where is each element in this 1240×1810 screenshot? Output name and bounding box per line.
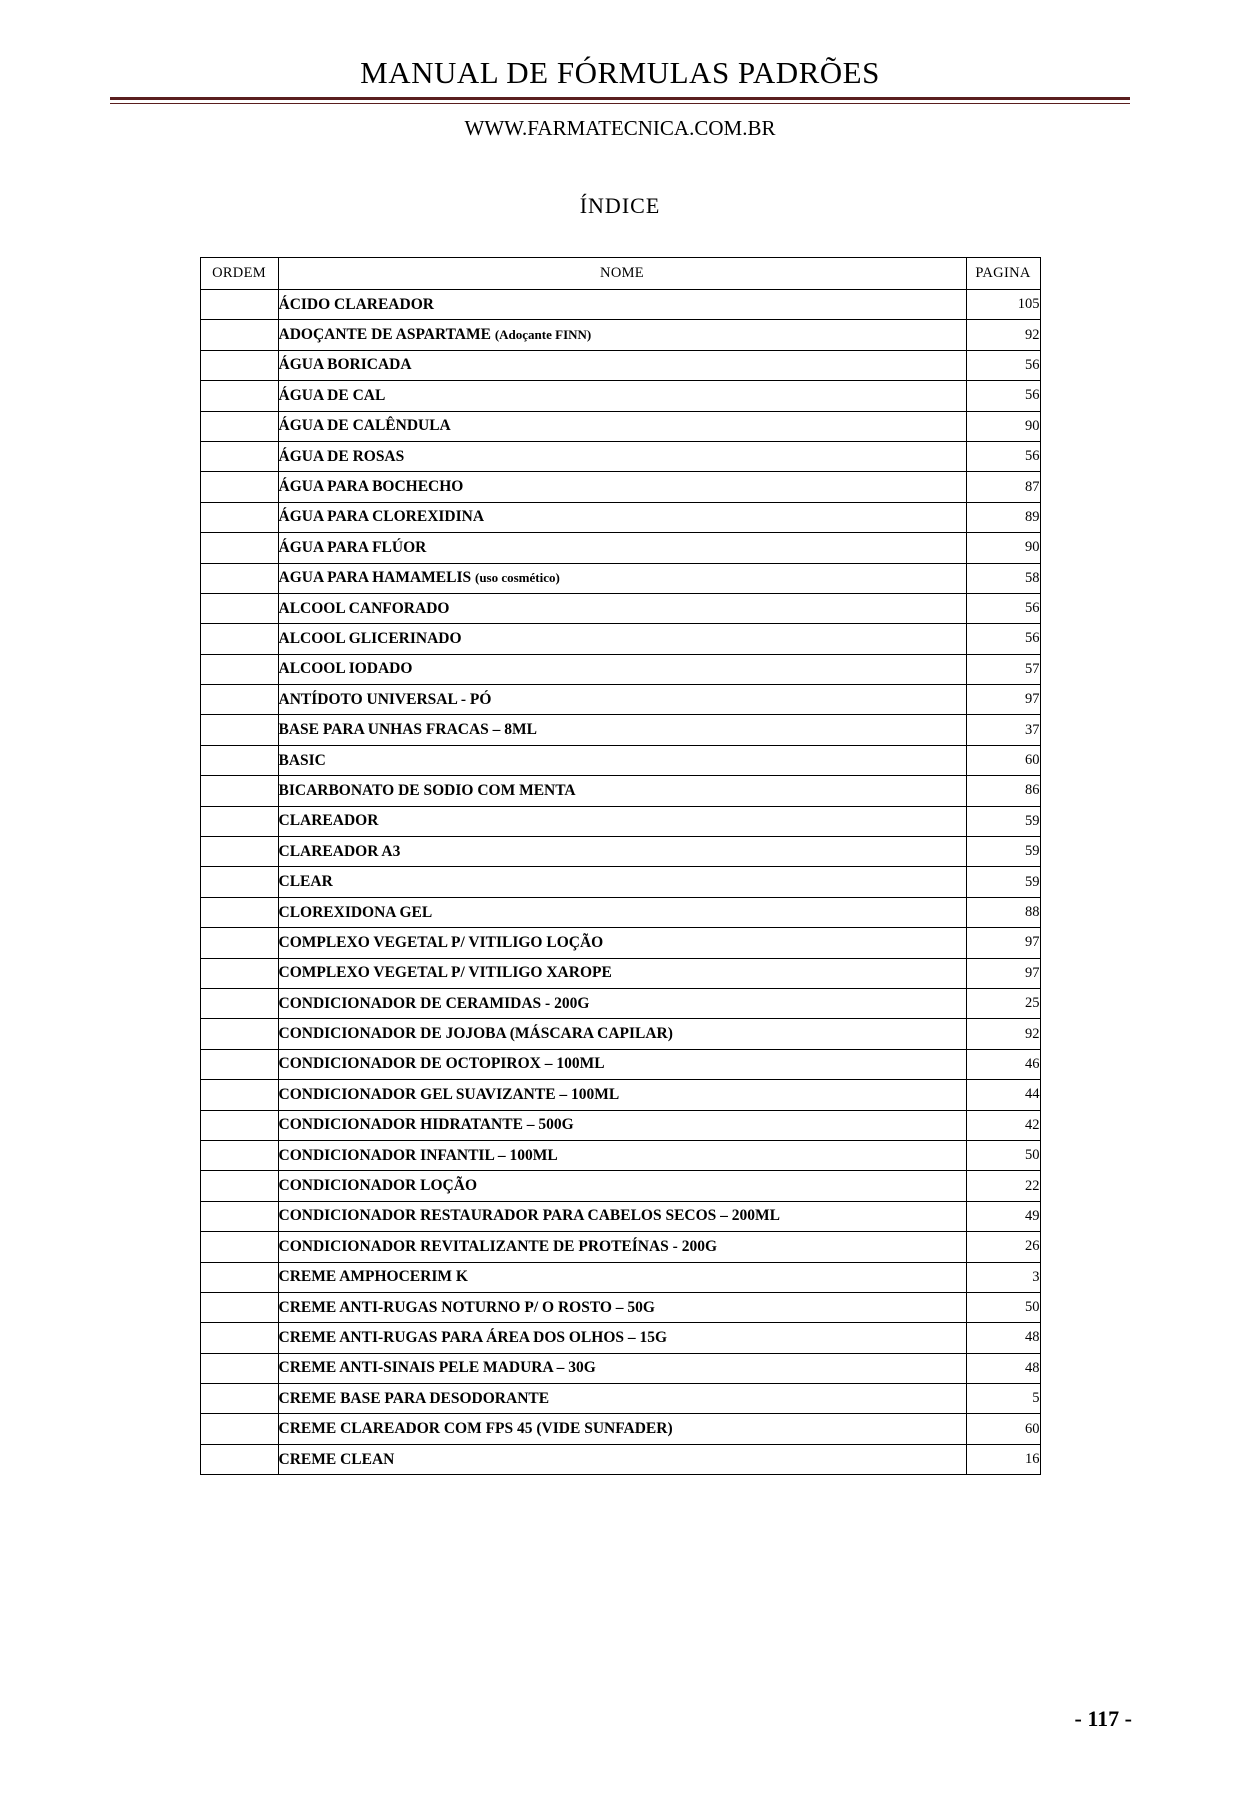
cell-ordem <box>200 320 278 350</box>
cell-ordem <box>200 411 278 441</box>
cell-nome: CONDICIONADOR HIDRATANTE – 500G <box>278 1110 966 1140</box>
cell-ordem <box>200 715 278 745</box>
cell-nome: BICARBONATO DE SODIO COM MENTA <box>278 776 966 806</box>
cell-ordem <box>200 1232 278 1262</box>
table-row <box>200 1353 1040 1383</box>
cell-pagina: 97 <box>966 928 1040 958</box>
cell-pagina: 97 <box>966 958 1040 988</box>
cell-ordem <box>200 1444 278 1474</box>
cell-pagina: 87 <box>966 472 1040 502</box>
table-row <box>200 1171 1040 1201</box>
cell-ordem <box>200 988 278 1018</box>
document-page <box>0 55 1240 1810</box>
cell-nome: CREME CLEAN <box>278 1444 966 1474</box>
table-row <box>200 1323 1040 1353</box>
table-row <box>200 1080 1040 1110</box>
cell-nome: ÁGUA PARA CLOREXIDINA <box>278 502 966 532</box>
cell-pagina: 58 <box>966 563 1040 593</box>
cell-pagina: 105 <box>966 290 1040 320</box>
cell-pagina: 22 <box>966 1171 1040 1201</box>
table-row <box>200 1444 1040 1474</box>
index-table <box>200 257 1041 1475</box>
table-header-row <box>200 258 1040 290</box>
table-row <box>200 502 1040 532</box>
cell-pagina: 56 <box>966 593 1040 623</box>
cell-nome: BASE PARA UNHAS FRACAS – 8ML <box>278 715 966 745</box>
cell-ordem <box>200 1110 278 1140</box>
table-row <box>200 1049 1040 1079</box>
cell-ordem <box>200 928 278 958</box>
cell-pagina: 59 <box>966 867 1040 897</box>
table-row <box>200 350 1040 380</box>
cell-pagina: 60 <box>966 745 1040 775</box>
cell-ordem <box>200 654 278 684</box>
table-row <box>200 928 1040 958</box>
cell-pagina: 89 <box>966 502 1040 532</box>
column-header-ordem: ORDEM <box>200 258 278 290</box>
cell-nome: COMPLEXO VEGETAL P/ VITILIGO XAROPE <box>278 958 966 988</box>
cell-nome: CONDICIONADOR RESTAURADOR PARA CABELOS SECOS – 200ML <box>278 1201 966 1231</box>
cell-nome: ALCOOL GLICERINADO <box>278 624 966 654</box>
cell-nome: CONDICIONADOR LOÇÃO <box>278 1171 966 1201</box>
header-rule-thick <box>110 97 1130 100</box>
cell-pagina: 56 <box>966 441 1040 471</box>
page-number: - 117 - <box>1074 1706 1132 1731</box>
cell-nome: CREME ANTI-SINAIS PELE MADURA – 30G <box>278 1353 966 1383</box>
cell-pagina: 56 <box>966 381 1040 411</box>
table-row <box>200 593 1040 623</box>
table-row <box>200 776 1040 806</box>
cell-nome: CONDICIONADOR INFANTIL – 100ML <box>278 1140 966 1170</box>
cell-nome: ÁGUA PARA FLÚOR <box>278 533 966 563</box>
document-title: MANUAL DE FÓRMULAS PADRÕES <box>360 55 880 90</box>
cell-nome-note: (Adoçante FINN) <box>494 327 592 343</box>
cell-pagina: 37 <box>966 715 1040 745</box>
cell-nome: CREME CLAREADOR COM FPS 45 (VIDE SUNFADER) <box>278 1414 966 1444</box>
cell-nome: CREME AMPHOCERIM K <box>278 1262 966 1292</box>
cell-pagina: 59 <box>966 837 1040 867</box>
cell-ordem <box>200 897 278 927</box>
table-row <box>200 1384 1040 1414</box>
cell-ordem <box>200 837 278 867</box>
cell-nome-note: (uso cosmético) <box>474 570 560 586</box>
cell-pagina: 49 <box>966 1201 1040 1231</box>
column-header-pagina: PAGINA <box>966 258 1040 290</box>
table-row <box>200 381 1040 411</box>
cell-nome: CREME BASE PARA DESODORANTE <box>278 1384 966 1414</box>
table-row <box>200 1414 1040 1444</box>
table-row <box>200 715 1040 745</box>
cell-ordem <box>200 1171 278 1201</box>
table-row <box>200 441 1040 471</box>
cell-pagina: 97 <box>966 685 1040 715</box>
table-row <box>200 1292 1040 1322</box>
cell-pagina: 90 <box>966 411 1040 441</box>
table-row <box>200 837 1040 867</box>
index-heading: ÍNDICE <box>579 193 661 218</box>
table-row <box>200 988 1040 1018</box>
cell-pagina: 56 <box>966 350 1040 380</box>
table-row <box>200 867 1040 897</box>
cell-pagina: 50 <box>966 1140 1040 1170</box>
cell-ordem <box>200 563 278 593</box>
cell-nome: CONDICIONADOR REVITALIZANTE DE PROTEÍNAS - 200G <box>278 1232 966 1262</box>
cell-nome: ANTÍDOTO UNIVERSAL - PÓ <box>278 685 966 715</box>
cell-ordem <box>200 1049 278 1079</box>
cell-pagina: 48 <box>966 1353 1040 1383</box>
cell-pagina: 88 <box>966 897 1040 927</box>
table-row <box>200 1019 1040 1049</box>
website-url: WWW.FARMATECNICA.COM.BR <box>464 116 776 140</box>
header-rule <box>0 97 1240 104</box>
cell-nome: AGUA PARA HAMAMELIS (uso cosmético) <box>278 563 966 593</box>
cell-nome: CONDICIONADOR DE JOJOBA (MÁSCARA CAPILAR) <box>278 1019 966 1049</box>
cell-pagina: 48 <box>966 1323 1040 1353</box>
cell-nome: ÁGUA DE CALÊNDULA <box>278 411 966 441</box>
cell-ordem <box>200 472 278 502</box>
cell-nome: BASIC <box>278 745 966 775</box>
cell-pagina: 60 <box>966 1414 1040 1444</box>
cell-ordem <box>200 441 278 471</box>
table-row <box>200 472 1040 502</box>
cell-ordem <box>200 1384 278 1414</box>
cell-nome: ÁGUA DE ROSAS <box>278 441 966 471</box>
cell-pagina: 25 <box>966 988 1040 1018</box>
cell-ordem <box>200 533 278 563</box>
table-row <box>200 1140 1040 1170</box>
table-row <box>200 533 1040 563</box>
index-table-body <box>200 290 1040 1475</box>
cell-ordem <box>200 776 278 806</box>
table-row <box>200 320 1040 350</box>
cell-nome: ALCOOL IODADO <box>278 654 966 684</box>
cell-nome: CONDICIONADOR GEL SUAVIZANTE – 100ML <box>278 1080 966 1110</box>
cell-pagina: 46 <box>966 1049 1040 1079</box>
table-row <box>200 1201 1040 1231</box>
cell-pagina: 5 <box>966 1384 1040 1414</box>
cell-pagina: 92 <box>966 1019 1040 1049</box>
cell-ordem <box>200 624 278 654</box>
cell-ordem <box>200 1201 278 1231</box>
cell-nome: CONDICIONADOR DE CERAMIDAS - 200G <box>278 988 966 1018</box>
cell-pagina: 16 <box>966 1444 1040 1474</box>
table-row <box>200 563 1040 593</box>
index-table-header <box>200 258 1040 290</box>
cell-nome: COMPLEXO VEGETAL P/ VITILIGO LOÇÃO <box>278 928 966 958</box>
cell-nome: ALCOOL CANFORADO <box>278 593 966 623</box>
cell-nome: CONDICIONADOR DE OCTOPIROX – 100ML <box>278 1049 966 1079</box>
cell-ordem <box>200 381 278 411</box>
table-row <box>200 1110 1040 1140</box>
cell-ordem <box>200 745 278 775</box>
column-header-nome: NOME <box>278 258 966 290</box>
cell-nome: ÁGUA PARA BOCHECHO <box>278 472 966 502</box>
cell-pagina: 86 <box>966 776 1040 806</box>
cell-ordem <box>200 350 278 380</box>
cell-ordem <box>200 1323 278 1353</box>
cell-pagina: 90 <box>966 533 1040 563</box>
cell-nome: ÁCIDO CLAREADOR <box>278 290 966 320</box>
cell-ordem <box>200 685 278 715</box>
cell-ordem <box>200 502 278 532</box>
table-row <box>200 745 1040 775</box>
cell-nome: ÁGUA DE CAL <box>278 381 966 411</box>
table-row <box>200 897 1040 927</box>
cell-nome: CREME ANTI-RUGAS NOTURNO P/ O ROSTO – 50G <box>278 1292 966 1322</box>
table-row <box>200 411 1040 441</box>
table-row <box>200 806 1040 836</box>
cell-ordem <box>200 806 278 836</box>
cell-ordem <box>200 290 278 320</box>
cell-pagina: 26 <box>966 1232 1040 1262</box>
cell-pagina: 44 <box>966 1080 1040 1110</box>
cell-nome: ADOÇANTE DE ASPARTAME (Adoçante FINN) <box>278 320 966 350</box>
cell-ordem <box>200 1414 278 1444</box>
table-row <box>200 685 1040 715</box>
cell-ordem <box>200 1353 278 1383</box>
cell-pagina: 56 <box>966 624 1040 654</box>
table-row <box>200 624 1040 654</box>
cell-nome: CLOREXIDONA GEL <box>278 897 966 927</box>
table-row <box>200 1232 1040 1262</box>
table-row <box>200 958 1040 988</box>
cell-nome: ÁGUA BORICADA <box>278 350 966 380</box>
cell-ordem <box>200 958 278 988</box>
cell-ordem <box>200 593 278 623</box>
cell-ordem <box>200 1140 278 1170</box>
table-row <box>200 1262 1040 1292</box>
header-rule-thin <box>110 103 1130 104</box>
table-row <box>200 290 1040 320</box>
cell-pagina: 92 <box>966 320 1040 350</box>
cell-ordem <box>200 867 278 897</box>
cell-nome: CLAREADOR A3 <box>278 837 966 867</box>
table-row <box>200 654 1040 684</box>
cell-ordem <box>200 1262 278 1292</box>
cell-pagina: 57 <box>966 654 1040 684</box>
cell-nome: CREME ANTI-RUGAS PARA ÁREA DOS OLHOS – 15G <box>278 1323 966 1353</box>
cell-pagina: 59 <box>966 806 1040 836</box>
cell-pagina: 50 <box>966 1292 1040 1322</box>
cell-pagina: 42 <box>966 1110 1040 1140</box>
cell-ordem <box>200 1292 278 1322</box>
cell-nome: CLAREADOR <box>278 806 966 836</box>
cell-nome: CLEAR <box>278 867 966 897</box>
cell-ordem <box>200 1019 278 1049</box>
cell-ordem <box>200 1080 278 1110</box>
cell-pagina: 3 <box>966 1262 1040 1292</box>
